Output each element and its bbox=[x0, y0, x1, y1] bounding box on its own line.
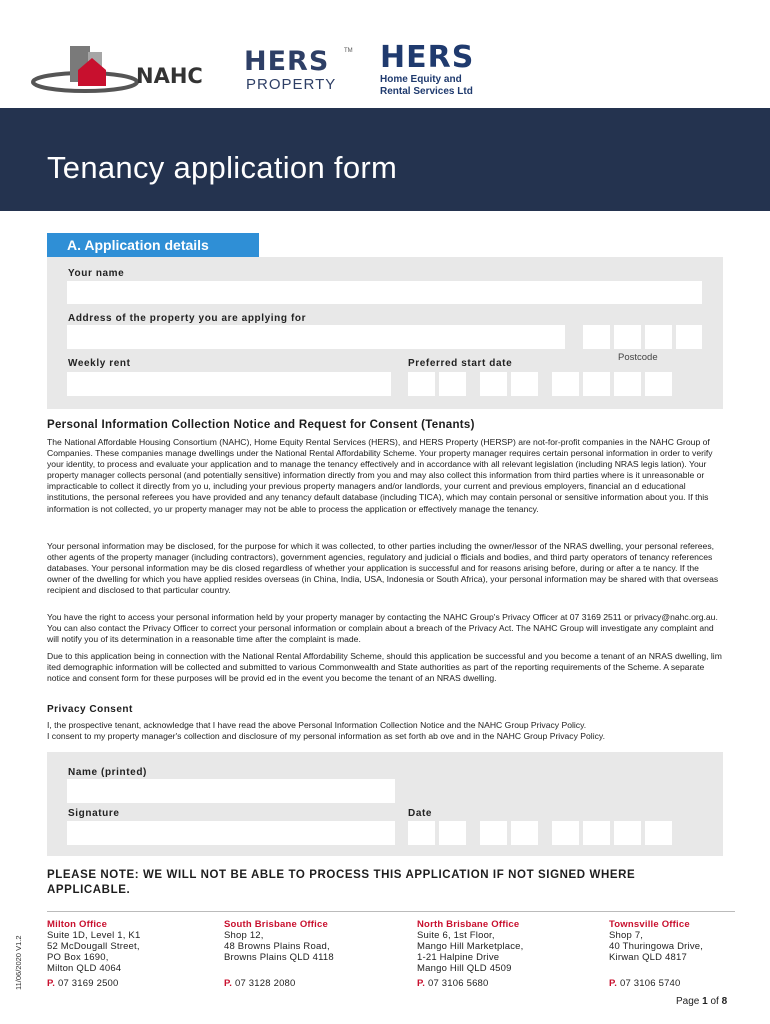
start-date-box-2[interactable] bbox=[439, 372, 466, 396]
office-address-line: Browns Plains QLD 4118 bbox=[224, 952, 334, 963]
start-date-box-1[interactable] bbox=[408, 372, 435, 396]
trademark-mark: TM bbox=[344, 48, 353, 54]
hers-property-subtitle: PROPERTY bbox=[246, 76, 337, 93]
office-address-line: Suite 1D, Level 1, K1 bbox=[47, 930, 141, 941]
office-address-line: Mango Hill QLD 4509 bbox=[417, 963, 512, 974]
office-name: South Brisbane Office bbox=[224, 919, 328, 930]
phone-number: 07 3106 5680 bbox=[428, 978, 489, 989]
start-date-box-3[interactable] bbox=[480, 372, 507, 396]
start-date-box-8[interactable] bbox=[645, 372, 672, 396]
start-date-box-6[interactable] bbox=[583, 372, 610, 396]
office-address-line: 52 McDougall Street, bbox=[47, 941, 140, 952]
start-date-label: Preferred start date bbox=[408, 358, 513, 369]
postcode-label: Postcode bbox=[618, 352, 658, 363]
office-address-line: Shop 12, bbox=[224, 930, 264, 941]
office-north-brisbane bbox=[417, 919, 602, 989]
office-phone bbox=[609, 978, 759, 989]
privacy-consent-line-2: I consent to my property manager's collection and disclosure of my personal information as set forth ab ove and in the NAHC Group Privacy Policy. bbox=[47, 731, 605, 741]
name-printed-label: Name (printed) bbox=[68, 767, 147, 778]
page-current: 1 bbox=[702, 996, 708, 1007]
phone-prefix: P. bbox=[224, 978, 233, 989]
date-box-6[interactable] bbox=[583, 821, 610, 845]
page-total: 8 bbox=[721, 996, 728, 1007]
office-milton bbox=[47, 919, 217, 989]
office-address-line: 1-21 Halpine Drive bbox=[417, 952, 500, 963]
office-address-line: Milton QLD 4064 bbox=[47, 963, 122, 974]
section-a-tab: A. Application details bbox=[47, 233, 259, 258]
date-box-3[interactable] bbox=[480, 821, 507, 845]
notice-paragraph-3: You have the right to access your personal information held by your property manager by contacting the NAHC Group's Privacy Officer at 07 3169 2511 or privacy@nahc.org.au. You can also contact the Privacy Officer to correct your personal information or complain about a breach of the Privacy Act. The NAHC Group will investigate any complaint and will notify you of its determination in a reasonable time after the complaint is made. bbox=[47, 612, 718, 645]
phone-prefix: P. bbox=[417, 978, 426, 989]
postcode-box-3[interactable] bbox=[645, 325, 672, 349]
notice-paragraph-4: Due to this application being in connection with the National Rental Affordability Scheme, should this application be successful and you become a tenant of an NRAS dwelling, lim ited demographic information will be collected and submitted to various Commonwealth and State authorities as part of the reporting requirements of the Scheme. A separate notice and consent form for these purposes will be provid ed in the event you become the tenant of an NRAS dwelling. bbox=[47, 651, 722, 684]
weekly-rent-input[interactable] bbox=[67, 372, 391, 396]
postcode-box-2[interactable] bbox=[614, 325, 641, 349]
date-box-5[interactable] bbox=[552, 821, 579, 845]
phone-prefix: P. bbox=[609, 978, 618, 989]
hers-main-wordmark: HERS bbox=[380, 40, 475, 75]
phone-number: 07 3106 5740 bbox=[620, 978, 681, 989]
date-box-2[interactable] bbox=[439, 821, 466, 845]
notice-title: Personal Information Collection Notice and Request for Consent (Tenants) bbox=[47, 419, 475, 431]
office-phone bbox=[224, 978, 409, 989]
phone-number: 07 3169 2500 bbox=[58, 978, 119, 989]
notice-paragraph-2: Your personal information may be disclosed, for the purpose for which it was collected, to other parties including the owner/lessor of the NRAS dwelling, your personal referees, other agents of the property manager (including contractors), government agencies, regulatory and judicial o fficials and bodies, and third party operators of tenancy references databases. Your personal information may be dis closed regardless of whether your application is successful and for reasons arising before, during or after a te nancy. If the owner of the dwelling for which you have applied resides overseas (in China, India, USA, Indonesia or South Africa), your personal information may be shared with that overseas recipient and disclosed to that particular country. bbox=[47, 541, 719, 596]
page-label: Page bbox=[676, 996, 700, 1007]
privacy-consent-line-1: I, the prospective tenant, acknowledge that I have read the above Personal Information Collection Notice and the NAHC Group Privacy Policy. bbox=[47, 720, 587, 730]
office-name: Townsville Office bbox=[609, 919, 690, 930]
address-input[interactable] bbox=[67, 325, 565, 349]
signature-input[interactable] bbox=[67, 821, 395, 845]
office-address-line: 40 Thuringowa Drive, bbox=[609, 941, 704, 952]
office-address-line: PO Box 1690, bbox=[47, 952, 109, 963]
office-name: Milton Office bbox=[47, 919, 108, 930]
date-box-4[interactable] bbox=[511, 821, 538, 845]
footer-divider bbox=[47, 911, 735, 912]
hers-property-wordmark: HERS bbox=[244, 46, 330, 77]
phone-number: 07 3128 2080 bbox=[235, 978, 296, 989]
office-address-line: Kirwan QLD 4817 bbox=[609, 952, 687, 963]
postcode-box-4[interactable] bbox=[676, 325, 702, 349]
name-printed-input[interactable] bbox=[67, 779, 395, 803]
phone-prefix: P. bbox=[47, 978, 56, 989]
your-name-label: Your name bbox=[68, 268, 125, 279]
office-address-line: Mango Hill Marketplace, bbox=[417, 941, 524, 952]
notice-paragraph-1: The National Affordable Housing Consortium (NAHC), Home Equity Rental Services (HERS), and HERS Property (HERSP) are not-for-profit companies in the NAHC Group of Companies. These companies manage dwellings under the National Rental Affordability Scheme. Your property manager requires certain personal information in order to verify your identity, to process and evaluate your application and to manage the tenancy effectively and in accordance with all relevant legislation (including NRAS legis lation). Your property manager collects personal (and potentially sensitive) information directly from you and may also collect this information from third parties where is it unreasonable or impracticable to collect it directly from yo u, including your previous property managers and/or landlords, your current and previous employers, financial an d educational institutions, the personal referees you have provided and any tenancy default database (including TICA), which may contain personal or sensitive information about you. If this information is not collected, yo ur property manager may not be able to process the application or effectively manage the tenancy. bbox=[47, 437, 713, 514]
office-townsville bbox=[609, 919, 759, 989]
nahc-house-icon bbox=[30, 38, 140, 98]
hers-main-logo bbox=[380, 40, 500, 100]
nahc-logo bbox=[30, 38, 220, 98]
office-name: North Brisbane Office bbox=[417, 919, 520, 930]
office-south-brisbane bbox=[224, 919, 409, 989]
date-box-1[interactable] bbox=[408, 821, 435, 845]
date-label: Date bbox=[408, 808, 433, 819]
version-stamp: 11/06/2020 V1.2 bbox=[14, 935, 23, 990]
hers-property-logo bbox=[244, 46, 354, 96]
date-box-7[interactable] bbox=[614, 821, 641, 845]
unsigned-warning: PLEASE NOTE: WE WILL NOT BE ABLE TO PROCESS THIS APPLICATION IF NOT SIGNED WHERE APPLICABLE. bbox=[47, 869, 636, 896]
office-address-line: 48 Browns Plains Road, bbox=[224, 941, 330, 952]
office-phone bbox=[47, 978, 217, 989]
weekly-rent-label: Weekly rent bbox=[68, 358, 131, 369]
hers-main-line1: Home Equity and bbox=[380, 74, 462, 85]
hers-main-line2: Rental Services Ltd bbox=[380, 86, 473, 97]
page-number bbox=[676, 996, 727, 1007]
start-date-box-4[interactable] bbox=[511, 372, 538, 396]
page-of: of bbox=[710, 996, 719, 1007]
signature-label: Signature bbox=[68, 808, 120, 819]
address-label: Address of the property you are applying for bbox=[68, 313, 307, 324]
start-date-box-5[interactable] bbox=[552, 372, 579, 396]
privacy-consent-title: Privacy Consent bbox=[47, 704, 133, 715]
office-phone bbox=[417, 978, 602, 989]
postcode-box-1[interactable] bbox=[583, 325, 610, 349]
start-date-box-7[interactable] bbox=[614, 372, 641, 396]
date-box-8[interactable] bbox=[645, 821, 672, 845]
office-address-line: Suite 6, 1st Floor, bbox=[417, 930, 495, 941]
your-name-input[interactable] bbox=[67, 281, 702, 304]
nahc-wordmark: NAHC bbox=[136, 64, 203, 88]
page-title: Tenancy application form bbox=[47, 150, 398, 185]
office-address-line: Shop 7, bbox=[609, 930, 644, 941]
